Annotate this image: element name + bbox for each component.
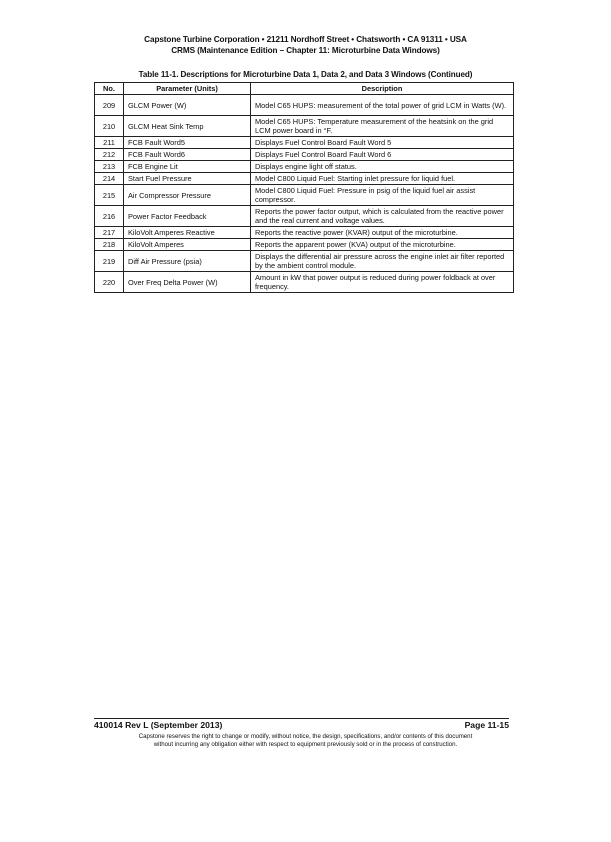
row-description: Displays engine light off status.: [251, 161, 514, 173]
row-parameter: KiloVolt Amperes: [124, 239, 251, 251]
table-row: [95, 185, 514, 206]
table-row: [95, 95, 514, 116]
row-number: 219: [95, 251, 124, 272]
footer-disclaimer-line1: Capstone reserves the right to change or modify, without notice, the design, specifications, and/or contents of this document: [138, 733, 473, 740]
row-description: Model C65 HUPS: measurement of the total power of grid LCM in Watts (W).: [251, 95, 514, 116]
header-company-line: Capstone Turbine Corporation • 21211 Nordhoff Street • Chatsworth • CA 91311 • USA: [144, 35, 467, 44]
footer-page-number: Page 11-15: [464, 720, 509, 730]
row-parameter: Start Fuel Pressure: [124, 173, 251, 185]
table-row: [95, 161, 514, 173]
table-row: [95, 272, 514, 293]
table-row: [95, 227, 514, 239]
row-parameter: Over Freq Delta Power (W): [124, 272, 251, 293]
row-parameter: Power Factor Feedback: [124, 206, 251, 227]
row-description: Reports the apparent power (KVA) output of the microturbine.: [251, 239, 514, 251]
row-description: Model C800 Liquid Fuel: Pressure in psig of the liquid fuel air assist compressor.: [251, 185, 514, 206]
row-description: Reports the reactive power (KVAR) output of the microturbine.: [251, 227, 514, 239]
table-row: [95, 149, 514, 161]
row-parameter: Diff Air Pressure (psia): [124, 251, 251, 272]
row-number: 213: [95, 161, 124, 173]
row-parameter: FCB Fault Word6: [124, 149, 251, 161]
row-description: Model C800 Liquid Fuel: Starting inlet pressure for liquid fuel.: [251, 173, 514, 185]
row-description: Displays Fuel Control Board Fault Word 6: [251, 149, 514, 161]
row-number: 217: [95, 227, 124, 239]
row-number: 212: [95, 149, 124, 161]
row-parameter: FCB Engine Lit: [124, 161, 251, 173]
table-row: [95, 239, 514, 251]
row-number: 209: [95, 95, 124, 116]
row-number: 216: [95, 206, 124, 227]
row-description: Reports the power factor output, which is calculated from the reactive power and the real current and voltage values.: [251, 206, 514, 227]
table-title: Table 11-1. Descriptions for Microturbine Data 1, Data 2, and Data 3 Windows (Continued): [138, 70, 473, 79]
header-parameter: Parameter (Units): [124, 83, 251, 95]
header-description: Description: [251, 83, 514, 95]
row-number: 210: [95, 116, 124, 137]
row-parameter: GLCM Heat Sink Temp: [124, 116, 251, 137]
row-parameter: FCB Fault Word5: [124, 137, 251, 149]
row-parameter: GLCM Power (W): [124, 95, 251, 116]
row-number: 211: [95, 137, 124, 149]
row-parameter: Air Compressor Pressure: [124, 185, 251, 206]
row-number: 214: [95, 173, 124, 185]
footer-document-id: 410014 Rev L (September 2013): [94, 720, 223, 730]
page-header: [0, 34, 611, 56]
row-number: 218: [95, 239, 124, 251]
table-row: [95, 251, 514, 272]
footer-disclaimer-line2: without incurring any obligation either with respect to equipment previously sold or in the process of construction.: [153, 741, 458, 748]
row-description: Model C65 HUPS: Temperature measurement of the heatsink on the grid LCM power board in °F.: [251, 116, 514, 137]
footer-divider: [94, 718, 509, 719]
table-row: [95, 116, 514, 137]
row-parameter: KiloVolt Amperes Reactive: [124, 227, 251, 239]
descriptions-table: [94, 82, 514, 293]
row-description: Displays the differential air pressure across the engine inlet air filter reported by the ambient control module.: [251, 251, 514, 272]
row-number: 220: [95, 272, 124, 293]
row-description: Displays Fuel Control Board Fault Word 5: [251, 137, 514, 149]
footer-disclaimer: [0, 733, 611, 749]
row-description: Amount in kW that power output is reduced during power foldback at over frequency.: [251, 272, 514, 293]
table-row: [95, 137, 514, 149]
table-header-row: [95, 83, 514, 95]
table-row: [95, 206, 514, 227]
header-manual-line: CRMS (Maintenance Edition – Chapter 11: Microturbine Data Windows): [171, 46, 440, 55]
row-number: 215: [95, 185, 124, 206]
table-row: [95, 173, 514, 185]
header-no: No.: [95, 83, 124, 95]
